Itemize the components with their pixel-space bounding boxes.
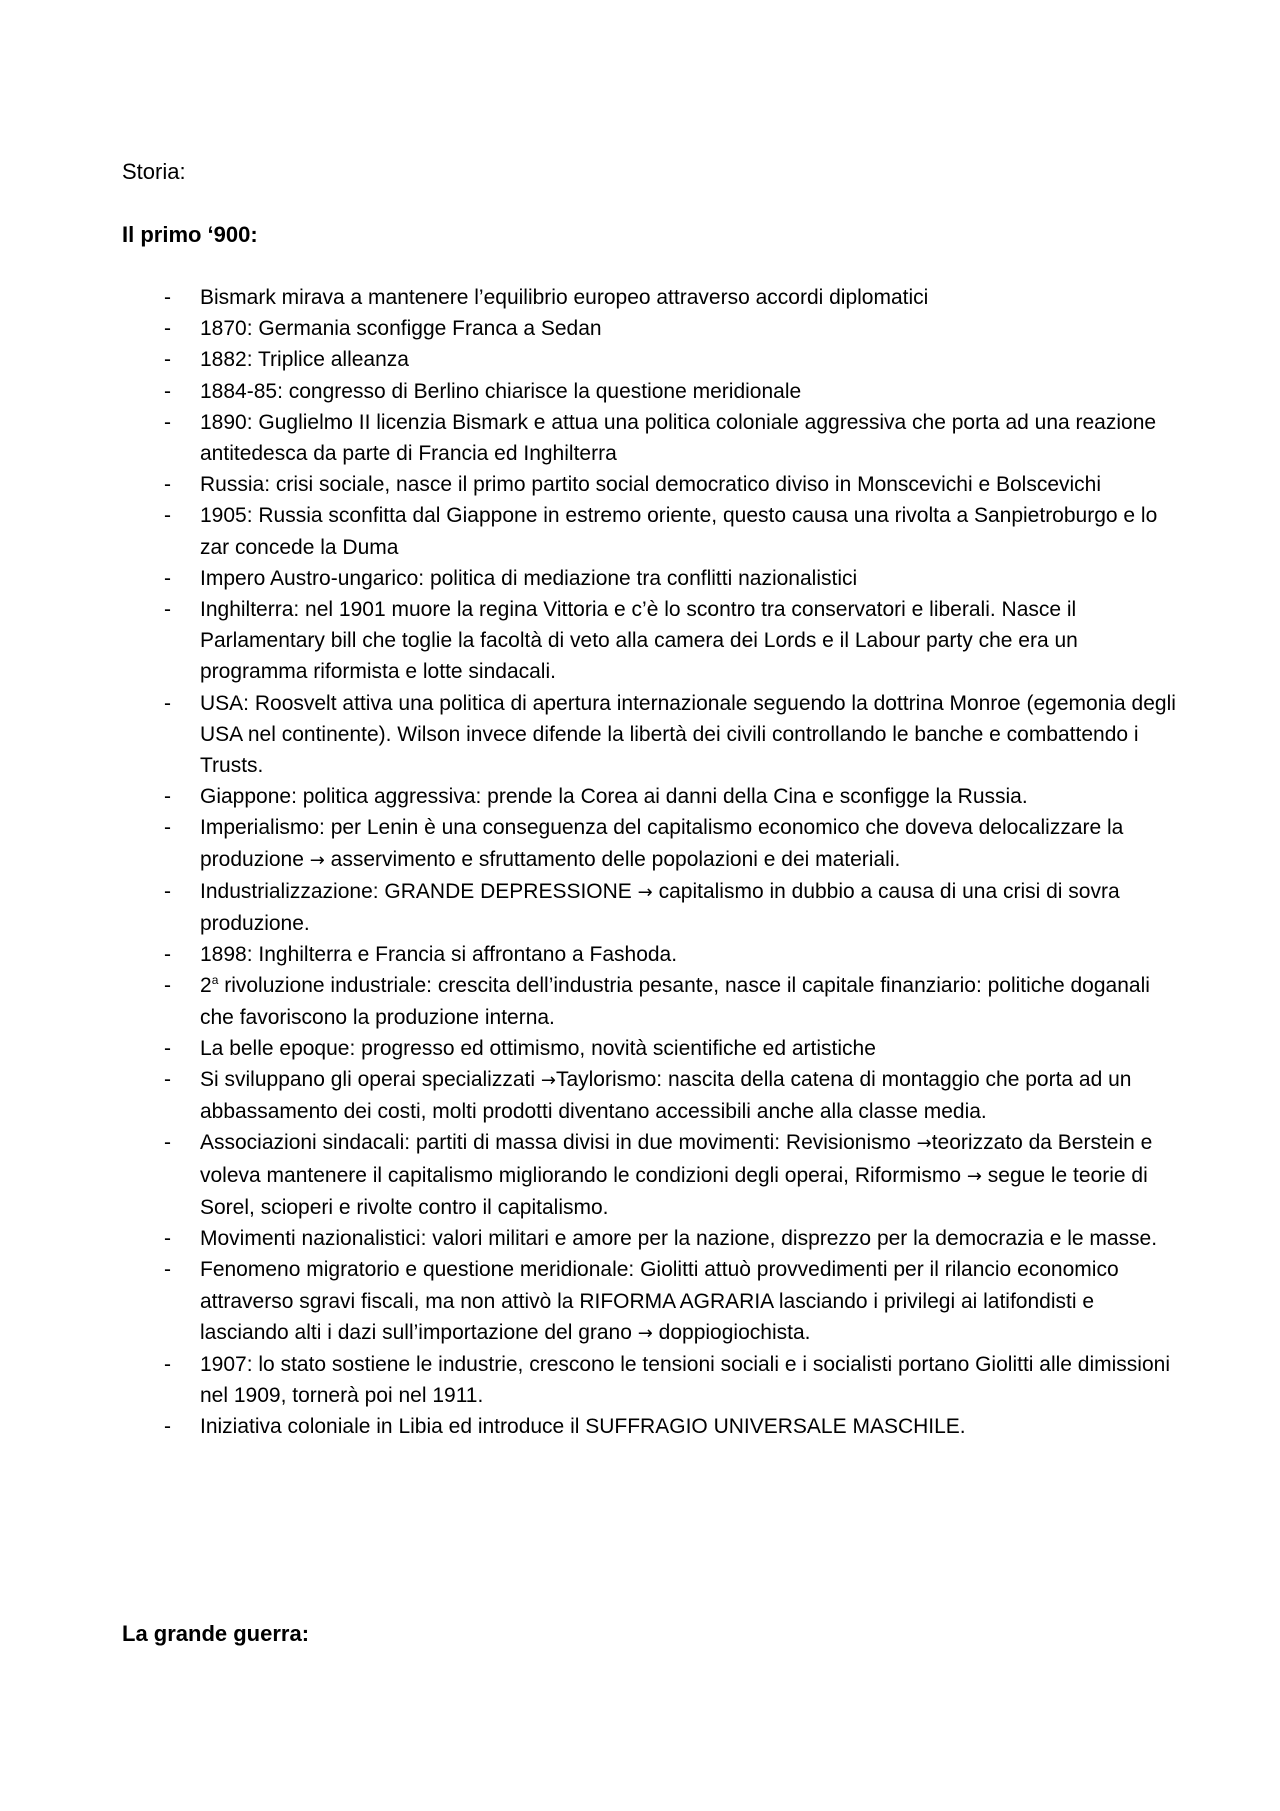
list-item: - USA: Roosvelt attiva una politica di apertura internazionale seguendo la dottrina Monroe (egemonia degli USA nel continente). Wilson invece difende la libertà dei civili controllando le banche e combattendo i Trusts. [122,688,1182,782]
list-item: - Imperialismo: per Lenin è una conseguenza del capitalismo economico che doveva delocalizzare la produzione → asservimento e sfruttamento delle popolazioni e dei materiali. [122,812,1182,875]
bullet-dash: - [164,598,171,622]
bullet-dash: - [164,879,171,903]
list-item: - Associazioni sindacali: partiti di massa divisi in due movimenti: Revisionismo →teorizzato da Berstein e voleva mantenere il capitalismo migliorando le condizioni degli operai, Riformismo → segue le teorie di Sorel, scioperi e rivolte contro il capitalismo. [122,1127,1182,1223]
bullet-dash: - [164,504,171,528]
list-item: - Russia: crisi sociale, nasce il primo partito social democratico diviso in Monscevichi e Bolscevichi [122,469,1182,500]
bullet-dash: - [164,1131,171,1155]
arrow-right-icon: → [540,1070,556,1092]
bullet-dash: - [164,286,171,309]
document-title: Storia: [122,159,186,184]
bullet-dash: - [164,379,171,403]
bullet-dash: - [164,348,171,372]
bullet-dash: - [164,1068,171,1092]
bullet-list [122,282,1182,1443]
list-item: - La belle epoque: progresso ed ottimismo, novità scientifiche ed artistiche [122,1033,1182,1064]
list-item: - 1890: Guglielmo II licenzia Bismark e attua una politica coloniale aggressiva che porta ad una reazione antitedesca da parte di Francia ed Inghilterra [122,407,1182,469]
bullet-dash: - [164,1258,171,1282]
section-heading-primo-900: Il primo ‘900: [122,222,258,247]
list-item: - 1907: lo stato sostiene le industrie, crescono le tensioni sociali e i socialisti portano Giolitti alle dimissioni nel 1909, tornerà poi nel 1911. [122,1349,1182,1411]
list-item: - 1870: Germania sconfigge Franca a Sedan [122,313,1182,344]
list-item: - 1882: Triplice alleanza [122,344,1182,375]
list-item: - 2$^a$ rivoluzione industriale: crescita dell’industria pesante, nasce il capitale finanziario: politiche doganali che favoriscono la produzione interna. [122,970,1182,1032]
list-item: - Impero Austro-ungarico: politica di mediazione tra conflitti nazionalistici [122,563,1182,594]
bullet-dash: - [164,317,171,341]
list-item: - Iniziativa coloniale in Libia ed introduce il SUFFRAGIO UNIVERSALE MASCHILE. [122,1411,1182,1442]
bullet-dash: - [164,410,171,434]
arrow-right-icon: → [637,881,653,903]
list-item: - Inghilterra: nel 1901 muore la regina Vittoria e c’è lo scontro tra conservatori e liberali. Nasce il Parlamentary bill che toglie la facoltà di veto alla camera dei Lords e il Labour party che era un programma riformista e lotte sindacali. [122,594,1182,688]
bullet-dash: - [164,691,171,715]
list-item: - Movimenti nazionalistici: valori militari e amore per la nazione, disprezzo per la democrazia e le masse. [122,1223,1182,1254]
list-item: - Fenomeno migratorio e questione meridionale: Giolitti attuò provvedimenti per il rilancio economico attraverso sgravi fiscali, ma non attivò la RIFORMA AGRARIA lasciando i privilegi ai latifondisti e lasciando alti i dazi sull’importazione del grano → doppiogiochista. [122,1254,1182,1349]
bullet-dash: - [164,974,171,998]
bullet-dash: - [164,473,171,497]
bullet-dash: - [164,943,171,967]
bullet-dash: - [164,1415,171,1439]
bullet-dash: - [164,816,171,840]
list-item: - 1905: Russia sconfitta dal Giappone in estremo oriente, questo causa una rivolta a Sanpietroburgo e lo zar concede la Duma [122,500,1182,562]
list-item: - 1884-85: congresso di Berlino chiarisce la questione meridionale [122,376,1182,407]
list-item: - Bismark mirava a mantenere l’equilibrio europeo attraverso accordi diplomatici [122,282,1182,313]
bullet-dash: - [164,1227,171,1251]
list-item: - Giappone: politica aggressiva: prende la Corea ai danni della Cina e sconfigge la Russia. [122,781,1182,812]
arrow-right-icon: → [309,849,325,871]
list-item: - 1898: Inghilterra e Francia si affrontano a Fashoda. [122,939,1182,970]
superscript-a: a [211,973,219,988]
section-heading-grande-guerra: La grande guerra: [122,1621,310,1646]
bullet-dash: - [164,1036,171,1060]
list-item: - Si sviluppano gli operai specializzati →Taylorismo: nascita della catena di montaggio che porta ad un abbassamento dei costi, molti prodotti diventano accessibili anche alla classe media. [122,1064,1182,1127]
list-item: - Industrializzazione: GRANDE DEPRESSIONE → capitalismo in dubbio a causa di una crisi di sovra produzione. [122,876,1182,939]
bullet-dash: - [164,785,171,809]
bullet-dash: - [164,1352,171,1376]
arrow-right-icon: → [966,1165,982,1187]
arrow-right-icon: → [916,1133,932,1155]
arrow-right-icon: → [637,1322,653,1344]
bullet-dash: - [164,566,171,590]
